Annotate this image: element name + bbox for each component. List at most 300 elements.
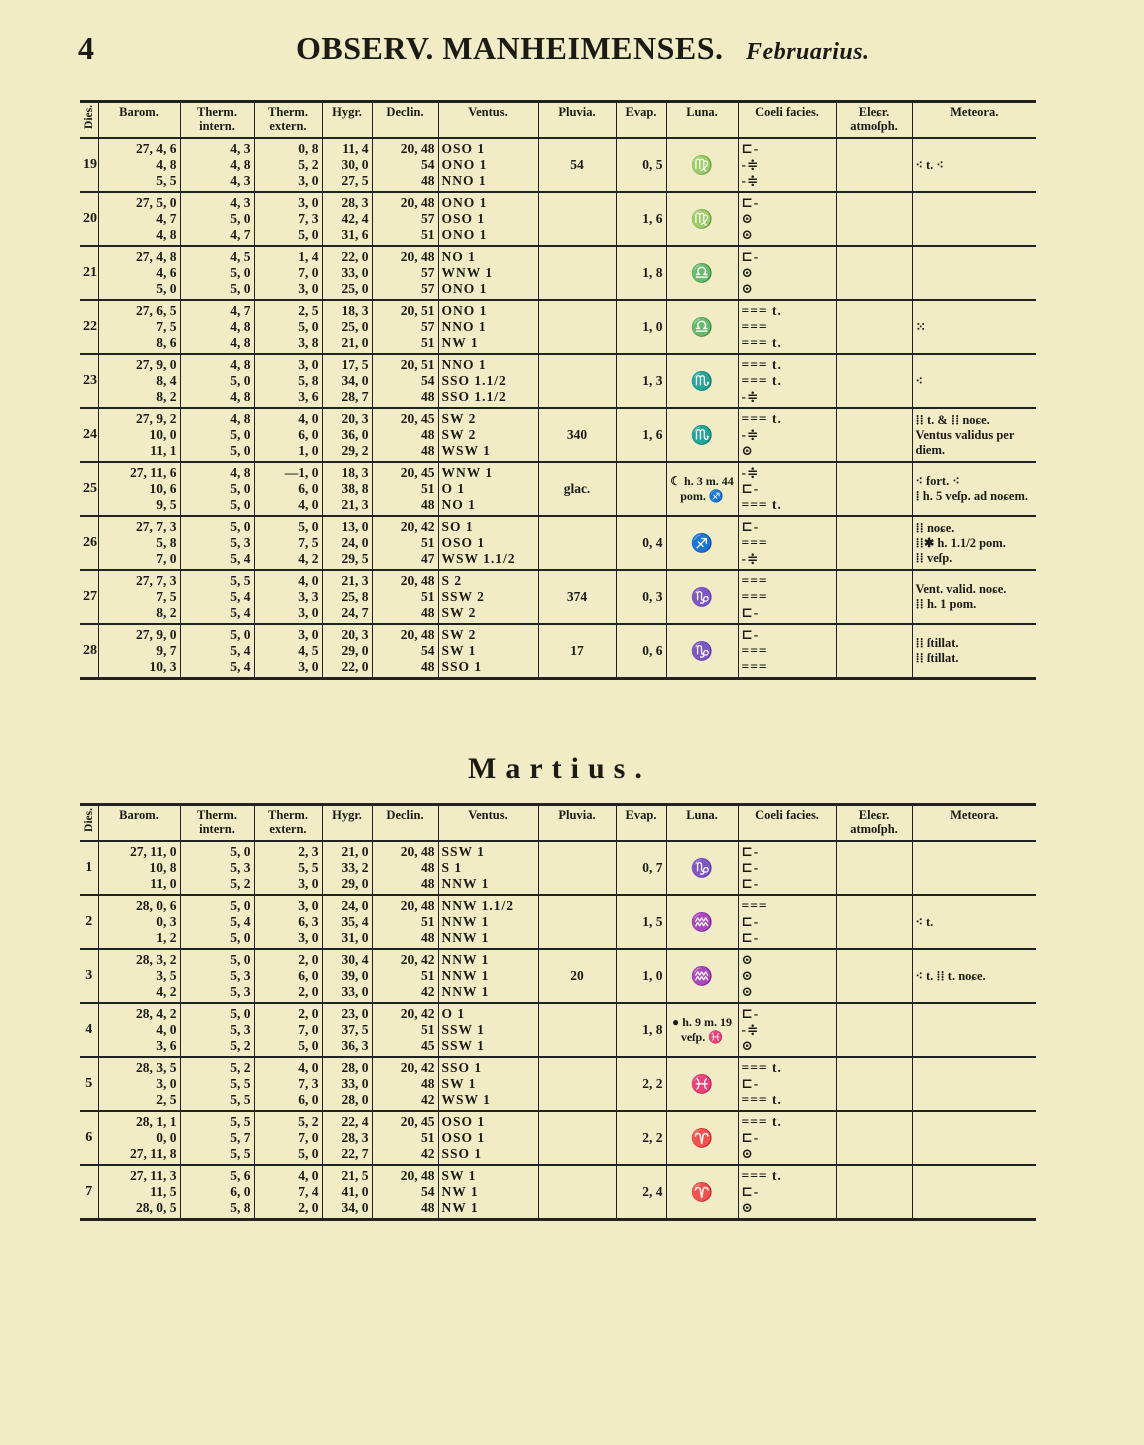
evap-cell: 1, 3 <box>616 354 666 408</box>
therm-extern-cell-line: 1, 0 <box>298 443 319 458</box>
electr-cell <box>836 138 912 192</box>
coeli-cell-line: ⊙ <box>741 281 754 296</box>
header-label: Ventus. <box>468 808 508 822</box>
therm-extern-cell-line: —1, 0 <box>284 465 319 480</box>
coeli-cell <box>738 192 836 246</box>
therm-intern-cell-line: 5, 0 <box>230 443 251 458</box>
therm-intern-cell-line: 4, 3 <box>230 195 251 210</box>
therm-intern-cell-line: 5, 2 <box>230 1060 251 1075</box>
header-label: Declin. <box>386 808 424 822</box>
ventus-cell <box>438 138 538 192</box>
meteora-cell <box>912 354 1036 408</box>
therm-extern-cell <box>254 895 322 949</box>
pluvia-cell: 374 <box>538 570 616 624</box>
mar-header-dies <box>80 805 98 842</box>
ventus-cell <box>438 354 538 408</box>
coeli-cell-line: -≑ <box>741 157 760 172</box>
mar-header-declin <box>372 805 438 842</box>
meteora-line: ⁖ fort. ⁖ <box>915 474 960 488</box>
coeli-cell <box>738 624 836 679</box>
declin-cell-line: 20, 48 <box>400 195 435 210</box>
hygr-cell-line: 21, 0 <box>341 335 369 350</box>
meteora-line: ⁞⁞ t. & ⁞⁞ noɕe. <box>915 412 990 427</box>
barom-cell-line: 8, 4 <box>156 373 177 388</box>
hygr-cell <box>322 1111 372 1165</box>
ventus-cell-line: NNO 1 <box>441 319 487 334</box>
meteora-line: ⁖ t. <box>915 914 934 929</box>
hygr-cell-line: 39, 0 <box>341 968 369 983</box>
therm-extern-cell-line: 6, 0 <box>298 427 319 442</box>
ventus-cell-line: S 1 <box>441 860 463 875</box>
table-row <box>80 192 1036 246</box>
therm-extern-cell-line: 2, 0 <box>298 1006 319 1021</box>
declin-cell-line: 51 <box>421 227 435 242</box>
declin-cell-line: 20, 42 <box>400 519 435 534</box>
hygr-cell-line: 33, 0 <box>341 265 369 280</box>
meteora-cell <box>912 1057 1036 1111</box>
declin-cell <box>372 624 438 679</box>
day-cell: 24 <box>80 408 98 462</box>
ventus-cell-line: OSO 1 <box>441 141 486 156</box>
electr-cell <box>836 192 912 246</box>
evap-cell: 2, 2 <box>616 1057 666 1111</box>
feb-header-meteora <box>912 102 1036 139</box>
barom-cell-line: 9, 5 <box>156 497 177 512</box>
electr-cell <box>836 1003 912 1057</box>
therm-extern-cell-line: 6, 0 <box>298 1092 319 1107</box>
evap-cell: 0, 4 <box>616 516 666 570</box>
therm-extern-cell <box>254 138 322 192</box>
barom-cell-line: 8, 2 <box>156 605 177 620</box>
hygr-cell <box>322 516 372 570</box>
hygr-cell-line: 28, 3 <box>341 1130 369 1145</box>
declin-cell-line: 42 <box>421 984 435 999</box>
therm-extern-cell-line: 4, 5 <box>298 643 319 658</box>
barom-cell <box>98 300 180 354</box>
therm-intern-cell-line: 5, 0 <box>230 930 251 945</box>
barom-cell-line: 10, 0 <box>149 427 177 442</box>
therm-intern-cell-line: 5, 3 <box>230 860 251 875</box>
declin-cell-line: 20, 48 <box>400 249 435 264</box>
coeli-cell <box>738 1003 836 1057</box>
hygr-cell <box>322 1165 372 1220</box>
declin-cell-line: 48 <box>421 605 435 620</box>
therm-extern-cell-line: 3, 0 <box>298 281 319 296</box>
coeli-cell-line: === t. <box>741 373 782 388</box>
therm-intern-cell-line: 4, 8 <box>230 157 251 172</box>
barom-cell <box>98 624 180 679</box>
coeli-cell-line: ⊙ <box>741 1146 754 1161</box>
electr-cell <box>836 841 912 895</box>
ventus-cell <box>438 895 538 949</box>
feb-header-barom <box>98 102 180 139</box>
therm-intern-cell-line: 5, 0 <box>230 481 251 496</box>
luna-cell: ♑ <box>666 570 738 624</box>
hygr-cell-line: 22, 0 <box>341 249 369 264</box>
hygr-cell-line: 18, 3 <box>341 465 369 480</box>
therm-extern-cell <box>254 462 322 516</box>
pluvia-cell <box>538 1057 616 1111</box>
pluvia-cell: 17 <box>538 624 616 679</box>
coeli-cell-line: -≑ <box>741 465 760 480</box>
barom-cell-line: 3, 6 <box>156 1038 177 1053</box>
coeli-cell-line: === <box>741 643 768 658</box>
declin-cell-line: 48 <box>421 427 435 442</box>
declin-cell-line: 47 <box>421 551 435 566</box>
electr-cell <box>836 300 912 354</box>
feb-header-declin <box>372 102 438 139</box>
ventus-cell-line: OSO 1 <box>441 211 486 226</box>
coeli-cell <box>738 570 836 624</box>
therm-intern-cell-line: 4, 3 <box>230 141 251 156</box>
electr-cell <box>836 624 912 679</box>
evap-cell: 1, 6 <box>616 408 666 462</box>
therm-extern-cell <box>254 192 322 246</box>
ventus-cell <box>438 192 538 246</box>
declin-cell <box>372 895 438 949</box>
hygr-cell-line: 17, 5 <box>341 357 369 372</box>
header-label: Pluvia. <box>558 105 596 119</box>
declin-cell-line: 57 <box>421 319 435 334</box>
therm-intern-cell-line: 6, 0 <box>230 1184 251 1199</box>
feb-header-luna <box>666 102 738 139</box>
luna-cell: ♒ <box>666 949 738 1003</box>
therm-intern-cell-line: 4, 8 <box>230 465 251 480</box>
barom-cell-line: 27, 9, 2 <box>136 411 177 426</box>
hygr-cell-line: 37, 5 <box>341 1022 369 1037</box>
meteora-cell <box>912 895 1036 949</box>
therm-intern-cell-line: 5, 3 <box>230 968 251 983</box>
therm-intern-cell-line: 5, 4 <box>230 551 251 566</box>
therm-intern-cell-line: 5, 0 <box>230 1006 251 1021</box>
header-label: Hygr. <box>332 105 362 119</box>
coeli-cell-line: ⊏- <box>741 605 760 620</box>
evap-cell: 2, 2 <box>616 1111 666 1165</box>
ventus-cell-line: OSO 1 <box>441 1130 486 1145</box>
declin-cell-line: 57 <box>421 211 435 226</box>
meteora-line: diem. <box>915 442 946 457</box>
coeli-cell-line: -≑ <box>741 1022 760 1037</box>
ventus-cell <box>438 570 538 624</box>
coeli-cell-line: ⊙ <box>741 227 754 242</box>
barom-cell <box>98 1165 180 1220</box>
coeli-cell <box>738 408 836 462</box>
declin-cell-line: 51 <box>421 1022 435 1037</box>
coeli-cell-line: -≑ <box>741 551 760 566</box>
therm-extern-cell-line: 0, 8 <box>298 141 319 156</box>
day-cell: 6 <box>80 1111 98 1165</box>
therm-extern-cell-line: 3, 8 <box>298 335 319 350</box>
header-label: Therm. intern. <box>197 105 237 133</box>
ventus-cell-line: NNW 1 <box>441 984 490 999</box>
meteora-line: ⁞⁞ noɕe. <box>915 520 955 535</box>
day-cell: 1 <box>80 841 98 895</box>
meteora-cell <box>912 1165 1036 1220</box>
declin-cell <box>372 192 438 246</box>
declin-cell-line: 48 <box>421 876 435 891</box>
barom-cell <box>98 192 180 246</box>
coeli-cell-line: === <box>741 535 768 550</box>
therm-intern-cell <box>180 1003 254 1057</box>
header-label: Evap. <box>625 808 657 822</box>
declin-cell-line: 42 <box>421 1146 435 1161</box>
therm-extern-cell-line: 3, 6 <box>298 389 319 404</box>
ventus-cell-line: SW 1 <box>441 1076 477 1091</box>
therm-extern-cell-line: 5, 0 <box>298 319 319 334</box>
ventus-cell-line: SW 2 <box>441 411 477 426</box>
hygr-cell-line: 28, 0 <box>341 1092 369 1107</box>
hygr-cell <box>322 246 372 300</box>
therm-extern-cell <box>254 1111 322 1165</box>
hygr-cell-line: 28, 3 <box>341 195 369 210</box>
coeli-cell-line: ⊏- <box>741 1130 760 1145</box>
declin-cell-line: 20, 42 <box>400 1060 435 1075</box>
barom-cell-line: 28, 1, 1 <box>136 1114 177 1129</box>
therm-intern-cell <box>180 949 254 1003</box>
coeli-cell <box>738 1111 836 1165</box>
meteora-cell <box>912 841 1036 895</box>
ventus-cell-line: NNW 1 <box>441 914 490 929</box>
meteora-line: ⁙ <box>915 319 926 334</box>
ventus-cell <box>438 1111 538 1165</box>
barom-cell-line: 7, 5 <box>156 319 177 334</box>
coeli-cell <box>738 1165 836 1220</box>
declin-cell-line: 20, 48 <box>400 844 435 859</box>
coeli-cell-line: ⊏- <box>741 860 760 875</box>
coeli-cell-line: === t. <box>741 1060 782 1075</box>
feb-header-ventus <box>438 102 538 139</box>
therm-extern-cell-line: 3, 0 <box>298 605 319 620</box>
therm-extern-cell-line: 5, 0 <box>298 519 319 534</box>
feb-header-therm-intern <box>180 102 254 139</box>
hygr-cell-line: 18, 3 <box>341 303 369 318</box>
declin-cell <box>372 300 438 354</box>
header-label: Luna. <box>686 105 718 119</box>
luna-cell: ♑ <box>666 624 738 679</box>
barom-cell-line: 28, 3, 2 <box>136 952 177 967</box>
luna-cell: ♎ <box>666 300 738 354</box>
hygr-cell-line: 30, 0 <box>341 157 369 172</box>
luna-cell: ☾ h. 3 m. 44 pom. ♐ <box>666 462 738 516</box>
therm-extern-cell <box>254 624 322 679</box>
luna-cell: ♒ <box>666 895 738 949</box>
evap-cell: 0, 7 <box>616 841 666 895</box>
barom-cell-line: 27, 11, 0 <box>129 844 177 859</box>
hygr-cell <box>322 192 372 246</box>
declin-cell-line: 42 <box>421 1092 435 1107</box>
barom-cell <box>98 246 180 300</box>
declin-cell-line: 20, 48 <box>400 627 435 642</box>
declin-cell-line: 51 <box>421 1130 435 1145</box>
barom-cell-line: 9, 7 <box>156 643 177 658</box>
header-label: Barom. <box>119 808 159 822</box>
day-cell: 28 <box>80 624 98 679</box>
declin-cell <box>372 1057 438 1111</box>
barom-cell-line: 5, 0 <box>156 281 177 296</box>
therm-intern-cell-line: 5, 0 <box>230 952 251 967</box>
declin-cell-line: 51 <box>421 914 435 929</box>
therm-intern-cell-line: 5, 0 <box>230 265 251 280</box>
running-title <box>296 30 870 67</box>
barom-cell-line: 0, 0 <box>156 1130 177 1145</box>
evap-cell: 0, 6 <box>616 624 666 679</box>
coeli-cell <box>738 949 836 1003</box>
coeli-cell <box>738 300 836 354</box>
therm-extern-cell-line: 4, 0 <box>298 497 319 512</box>
therm-intern-cell-line: 5, 4 <box>230 643 251 658</box>
coeli-cell-line: ⊙ <box>741 1200 754 1215</box>
luna-cell: ♎ <box>666 246 738 300</box>
ventus-cell <box>438 408 538 462</box>
table-row <box>80 516 1036 570</box>
barom-cell-line: 28, 0, 6 <box>136 898 177 913</box>
pluvia-cell <box>538 192 616 246</box>
barom-cell-line: 5, 5 <box>156 173 177 188</box>
therm-extern-cell-line: 3, 0 <box>298 173 319 188</box>
therm-intern-cell-line: 5, 5 <box>230 1114 251 1129</box>
day-cell: 4 <box>80 1003 98 1057</box>
meteora-cell <box>912 462 1036 516</box>
meteora-cell <box>912 300 1036 354</box>
meteora-line: ⁞⁞ h. 1 pom. <box>915 597 977 611</box>
meteora-line: ⁞⁞ veſp. <box>915 550 953 565</box>
barom-cell-line: 1, 2 <box>156 930 177 945</box>
hygr-cell-line: 20, 3 <box>341 627 369 642</box>
declin-cell-line: 48 <box>421 1200 435 1215</box>
hygr-cell <box>322 624 372 679</box>
barom-cell-line: 11, 0 <box>150 876 177 891</box>
ventus-cell-line: SSW 1 <box>441 1022 485 1037</box>
declin-cell-line: 57 <box>421 265 435 280</box>
table-row <box>80 570 1036 624</box>
header-label: Therm. intern. <box>197 808 237 836</box>
barom-cell-line: 27, 7, 3 <box>136 573 177 588</box>
coeli-cell-line: -≑ <box>741 427 760 442</box>
ventus-cell-line: NNW 1 <box>441 952 490 967</box>
ventus-cell-line: ONO 1 <box>441 281 488 296</box>
coeli-cell <box>738 246 836 300</box>
meteora-line: Vent. valid. noɕe. <box>915 582 1007 596</box>
mar-header-meteora <box>912 805 1036 842</box>
barom-cell-line: 8, 2 <box>156 389 177 404</box>
header-label: Ventus. <box>468 105 508 119</box>
coeli-cell-line: ⊏- <box>741 249 760 264</box>
hygr-cell-line: 22, 7 <box>341 1146 369 1161</box>
declin-cell-line: 20, 42 <box>400 952 435 967</box>
coeli-cell-line: ⊏- <box>741 844 760 859</box>
declin-cell-line: 45 <box>421 1038 435 1053</box>
therm-intern-cell <box>180 841 254 895</box>
ventus-cell-line: SSW 1 <box>441 844 485 859</box>
therm-intern-cell-line: 5, 0 <box>230 281 251 296</box>
header-label: Therm. extern. <box>268 105 308 133</box>
therm-extern-cell-line: 3, 0 <box>298 659 319 674</box>
mar-header-pluvia <box>538 805 616 842</box>
section-title-martius: Martius. <box>468 752 651 785</box>
therm-extern-cell-line: 4, 0 <box>298 1168 319 1183</box>
declin-cell-line: 51 <box>421 335 435 350</box>
therm-extern-cell-line: 7, 0 <box>298 265 319 280</box>
pluvia-cell <box>538 1003 616 1057</box>
ventus-cell-line: WSW 1.1/2 <box>441 551 516 566</box>
hygr-cell-line: 34, 0 <box>341 373 369 388</box>
ventus-cell <box>438 1165 538 1220</box>
therm-extern-cell <box>254 1057 322 1111</box>
therm-extern-cell-line: 2, 0 <box>298 952 319 967</box>
therm-extern-cell-line: 4, 2 <box>298 551 319 566</box>
ventus-cell-line: ONO 1 <box>441 303 488 318</box>
declin-cell-line: 20, 45 <box>400 411 435 426</box>
barom-cell-line: 27, 11, 8 <box>129 1146 177 1161</box>
ventus-cell-line: SSO 1.1/2 <box>441 373 507 388</box>
therm-extern-cell-line: 6, 0 <box>298 968 319 983</box>
luna-cell: ♈ <box>666 1165 738 1220</box>
hygr-cell <box>322 570 372 624</box>
declin-cell-line: 57 <box>421 281 435 296</box>
feb-header-evap <box>616 102 666 139</box>
meteora-line: ⁖ <box>915 373 923 388</box>
declin-cell-line: 51 <box>421 535 435 550</box>
therm-intern-cell <box>180 1111 254 1165</box>
meteora-line: ⁞⁞ ſtillat. <box>915 636 959 650</box>
declin-cell <box>372 570 438 624</box>
ventus-cell-line: WSW 1 <box>441 1092 491 1107</box>
barom-cell-line: 28, 4, 2 <box>136 1006 177 1021</box>
electr-cell <box>836 1165 912 1220</box>
coeli-cell <box>738 895 836 949</box>
electr-cell <box>836 570 912 624</box>
coeli-cell-line: -≑ <box>741 173 760 188</box>
meteora-line: Ventus validus per <box>915 427 1015 442</box>
hygr-cell-line: 29, 0 <box>341 643 369 658</box>
therm-intern-cell-line: 5, 0 <box>230 898 251 913</box>
ventus-cell <box>438 300 538 354</box>
coeli-cell <box>738 1057 836 1111</box>
hygr-cell-line: 25, 8 <box>341 589 369 604</box>
declin-cell-line: 48 <box>421 930 435 945</box>
coeli-cell-line: ⊏- <box>741 519 760 534</box>
header-label: Hygr. <box>332 808 362 822</box>
coeli-cell-line: === t. <box>741 1114 782 1129</box>
header-label: Luna. <box>686 808 718 822</box>
declin-cell <box>372 246 438 300</box>
ventus-cell <box>438 462 538 516</box>
declin-cell-line: 20, 51 <box>400 357 435 372</box>
therm-extern-cell-line: 2, 0 <box>298 1200 319 1215</box>
feb-header-electr <box>836 102 912 139</box>
ventus-cell <box>438 841 538 895</box>
declin-cell-line: 20, 48 <box>400 573 435 588</box>
hygr-cell-line: 25, 0 <box>341 281 369 296</box>
ventus-cell-line: SSW 2 <box>441 589 485 604</box>
meteora-line: ⁖ t. ⁞⁞ t. noɕe. <box>915 968 986 983</box>
therm-extern-cell <box>254 949 322 1003</box>
march-rows <box>80 841 1036 1220</box>
ventus-cell-line: ONO 1 <box>441 227 488 242</box>
luna-cell: ♐ <box>666 516 738 570</box>
ventus-cell-line: NNO 1 <box>441 173 487 188</box>
hygr-cell <box>322 895 372 949</box>
hygr-cell-line: 20, 3 <box>341 411 369 426</box>
hygr-cell-line: 41, 0 <box>341 1184 369 1199</box>
header-label: Therm. extern. <box>268 808 308 836</box>
coeli-cell-line: === t. <box>741 1168 782 1183</box>
day-cell: 5 <box>80 1057 98 1111</box>
hygr-cell-line: 23, 0 <box>341 1006 369 1021</box>
hygr-cell-line: 22, 0 <box>341 659 369 674</box>
barom-cell-line: 4, 2 <box>156 984 177 999</box>
pluvia-cell: glac. <box>538 462 616 516</box>
